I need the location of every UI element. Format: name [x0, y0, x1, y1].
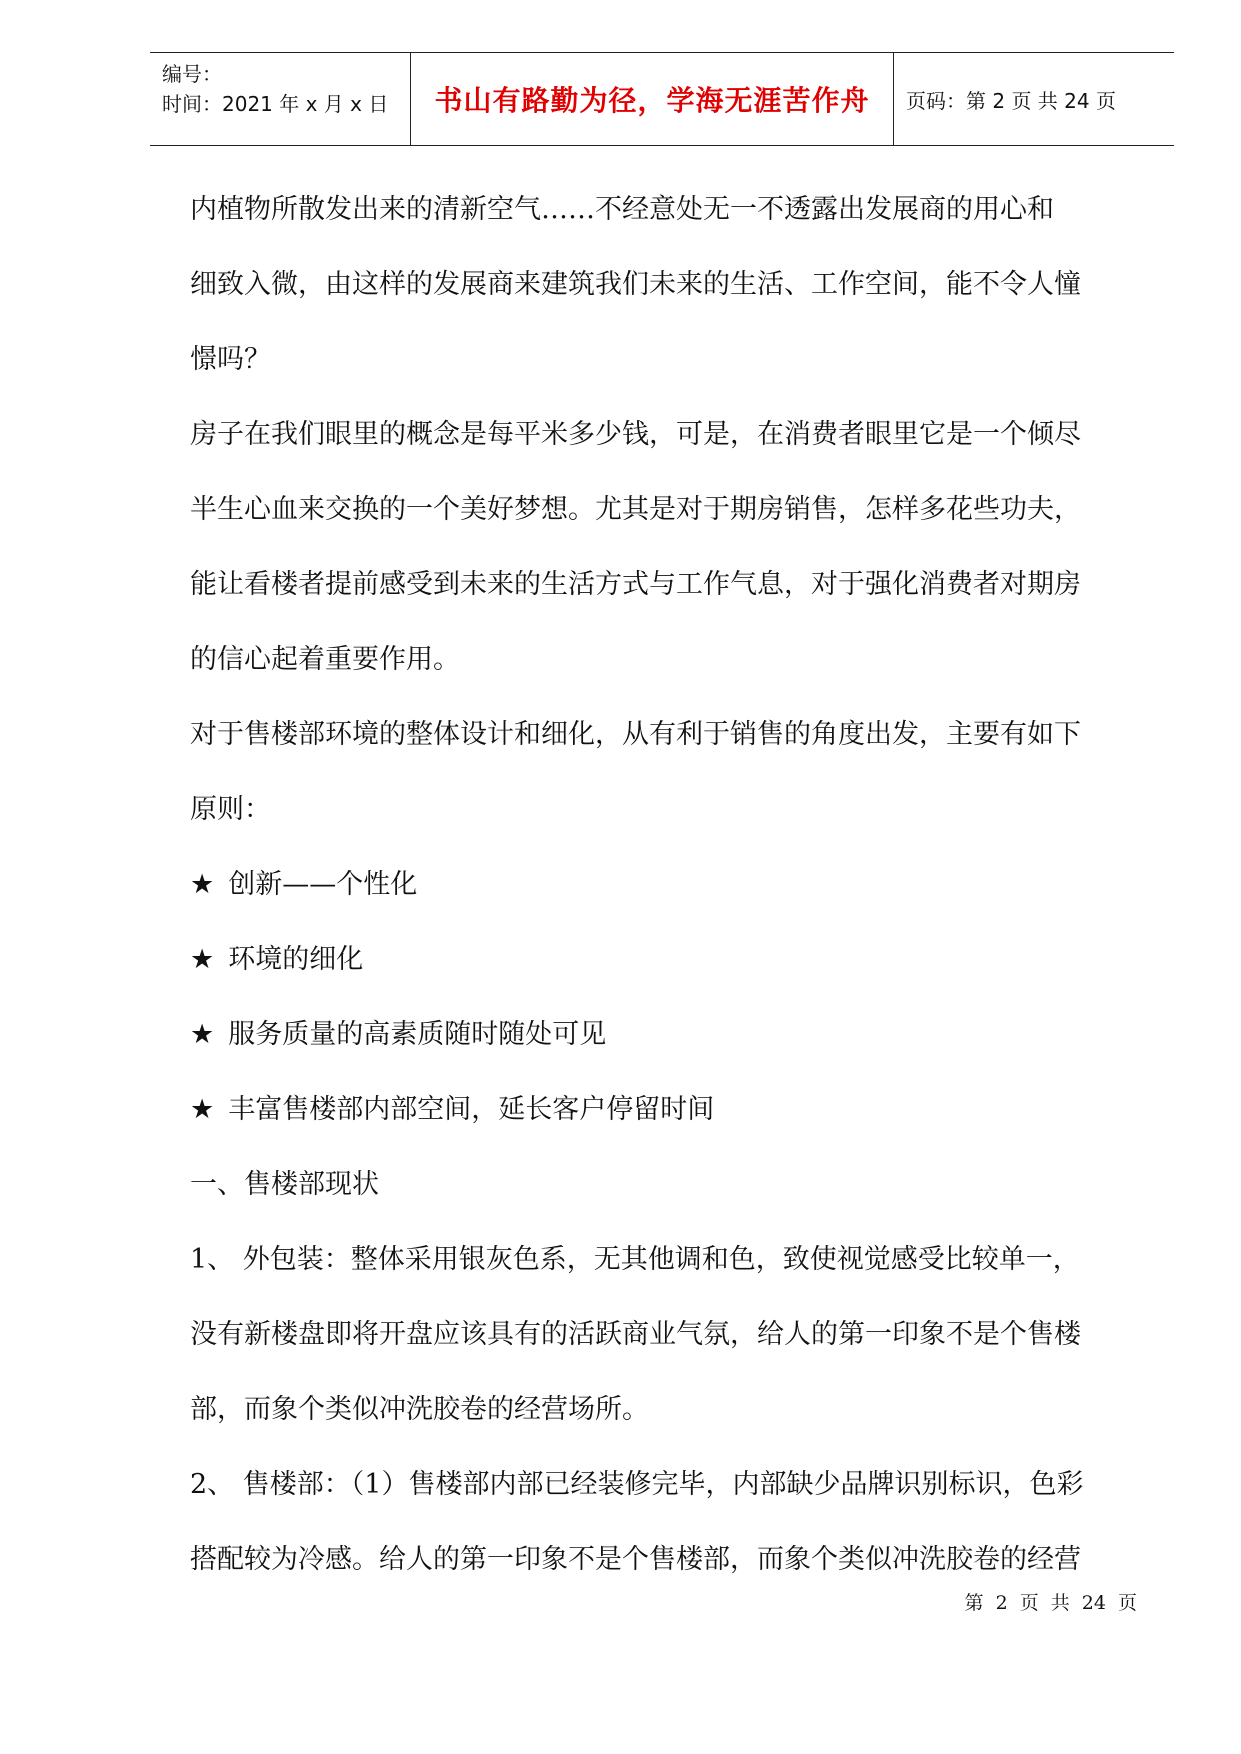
bullet-text: 环境的细化: [228, 944, 364, 975]
bullet-item: [190, 922, 1150, 997]
section-title: 一、售楼部现状: [190, 1169, 379, 1200]
section-line: 1、 外包装：整体采用银灰色系，无其他调和色，致使视觉感受比较单一，: [190, 1244, 1080, 1275]
star-icon: ★: [190, 1019, 215, 1050]
section-line: 2、 售楼部：（1）售楼部内部已经装修完毕，内部缺少品牌识别标识，色彩: [190, 1469, 1084, 1500]
body-line: 憬吗？: [190, 344, 271, 375]
bullet-item: [190, 997, 1150, 1072]
document-body: [190, 172, 1150, 1597]
body-line: 的信心起着重要作用。: [190, 644, 460, 675]
section-line: 部，而象个类似冲洗胶卷的经营场所。: [190, 1394, 649, 1425]
star-icon: ★: [190, 1094, 215, 1125]
page-header: [150, 52, 1174, 146]
body-line: 房子在我们眼里的概念是每平米多少钱，可是，在消费者眼里它是一个倾尽: [190, 419, 1081, 450]
body-line: 能让看楼者提前感受到未来的生活方式与工作气息，对于强化消费者对期房: [190, 569, 1081, 600]
body-line: 细致入微，由这样的发展商来建筑我们未来的生活、工作空间，能不令人憧: [190, 269, 1081, 300]
header-page-info: [894, 53, 1174, 145]
header-motto-cell: [410, 53, 894, 145]
body-line: 对于售楼部环境的整体设计和细化，从有利于销售的角度出发，主要有如下: [190, 719, 1081, 750]
bullet-text: 服务质量的高素质随时随处可见: [228, 1019, 607, 1050]
bullet-item: [190, 847, 1150, 922]
page-footer: [961, 1588, 1141, 1615]
bullet-text: 丰富售楼部内部空间，延长客户停留时间: [228, 1094, 715, 1125]
section-line: 搭配较为冷感。给人的第一印象不是个售楼部，而象个类似冲洗胶卷的经营: [190, 1544, 1081, 1575]
number-label: 编号：: [162, 62, 222, 86]
motto-text: 书山有路勤为径，学海无涯苦作舟: [434, 84, 870, 117]
star-icon: ★: [190, 944, 215, 975]
bullet-item: [190, 1072, 1150, 1147]
bullet-text: 创新——个性化: [228, 869, 418, 900]
body-line: 原则：: [190, 794, 271, 825]
header-meta: [150, 53, 410, 145]
footer-page-number: 第 2 页 共 24 页: [964, 1592, 1137, 1614]
page-info-text: 页码：第 2 页 共 24 页: [906, 88, 1116, 113]
body-line: 内植物所散发出来的清新空气……不经意处无一不透露出发展商的用心和: [190, 194, 1054, 225]
body-line: 半生心血来交换的一个美好梦想。尤其是对于期房销售，怎样多花些功夫，: [190, 494, 1081, 525]
star-icon: ★: [190, 869, 215, 900]
section-line: 没有新楼盘即将开盘应该具有的活跃商业气氛，给人的第一印象不是个售楼: [190, 1319, 1081, 1350]
time-label: 时间：2021 年 x 月 x 日: [162, 92, 389, 116]
